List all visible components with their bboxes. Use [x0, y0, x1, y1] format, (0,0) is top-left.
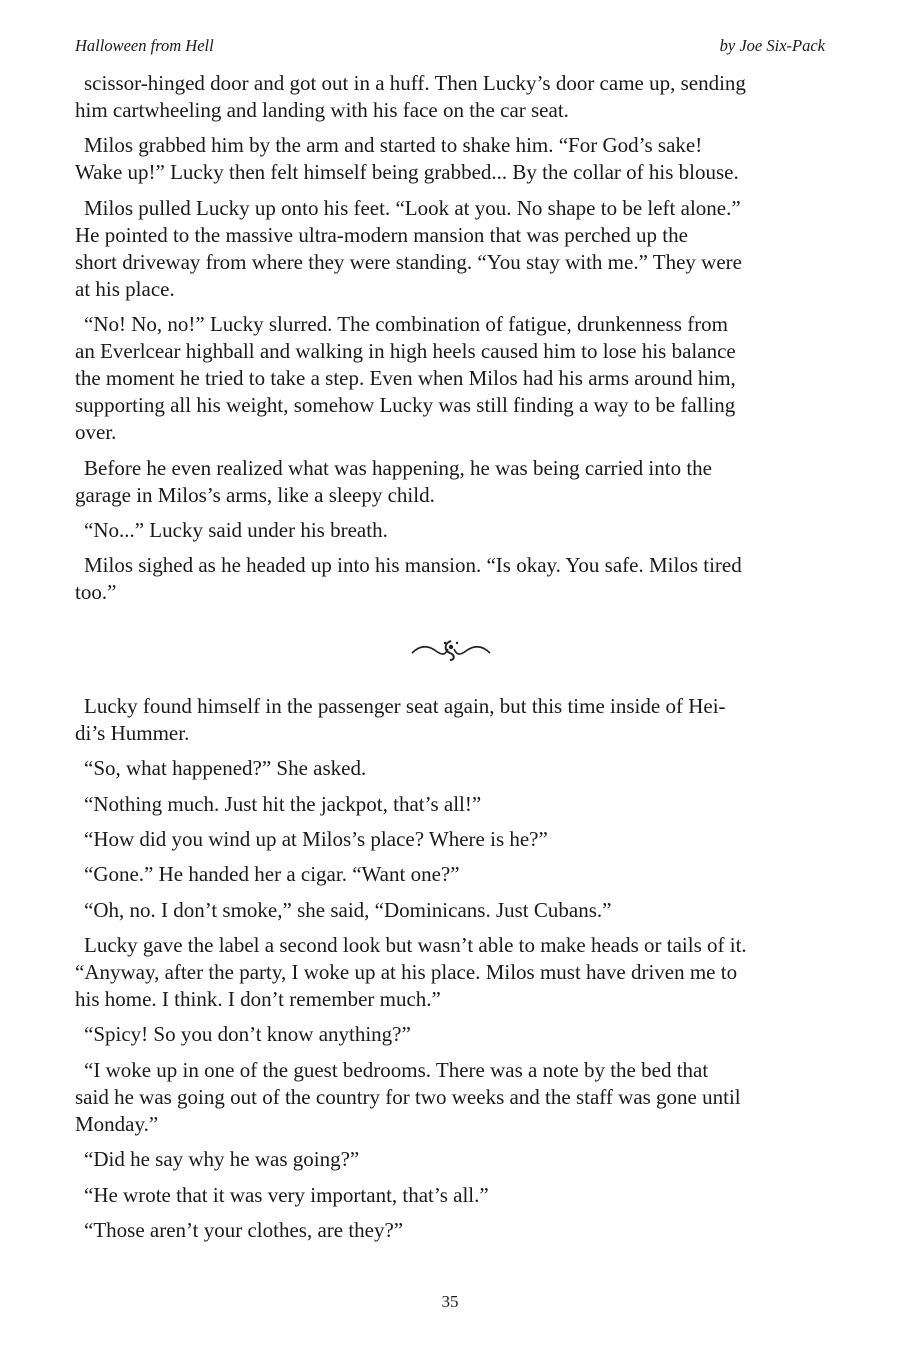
paragraph: “So, what happened?” She asked.	[84, 756, 367, 781]
paragraph: “Those aren’t your clothes, are they?”	[84, 1218, 404, 1243]
running-header	[75, 36, 825, 58]
paragraph: “Gone.” He handed her a cigar. “Want one?”	[84, 862, 460, 887]
paragraph: Milos pulled Lucky up onto his feet. “Look at you. No shape to be left alone.” He pointed to the massive ultra-modern mansion that was perched up the short driveway from where they were standing. “You stay with me.” They were at his place.	[75, 195, 742, 301]
paragraph: “Nothing much. Just hit the jackpot, that’s all!”	[84, 791, 482, 816]
book-title: Halloween from Hell	[75, 36, 214, 55]
paragraph: “No! No, no!” Lucky slurred. The combination of fatigue, drunkenness from an Everlcear highball and walking in high heels caused him to lose his balance the moment he tried to take a step. Even when Milos had his arms around him, supporting all his weight, somehow Lucky was still finding a way to be falling over.	[75, 312, 736, 445]
paragraph: “He wrote that it was very important, that’s all.”	[84, 1182, 489, 1207]
paragraph: Milos sighed as he headed up into his mansion. “Is okay. You safe. Milos tired too.”	[75, 553, 742, 605]
paragraph: “Oh, no. I don’t smoke,” she said, “Dominicans. Just Cubans.”	[84, 897, 612, 922]
fleuron-divider-icon	[408, 637, 494, 663]
section-break	[75, 615, 827, 685]
paragraph: “How did you wind up at Milos’s place? Where is he?”	[84, 826, 548, 851]
paragraph: “Did he say why he was going?”	[84, 1147, 360, 1172]
author-name: by Joe Six-Pack	[719, 36, 825, 55]
paragraph: “No...” Lucky said under his breath.	[84, 517, 388, 542]
paragraph: Before he even realized what was happening, he was being carried into the garage in Milos’s arms, like a sleepy child.	[75, 455, 712, 507]
paragraph: Lucky gave the label a second look but wasn’t able to make heads or tails of it. “Anyway, after the party, I woke up at his place. Milos must have driven me to his home. I think. I don’t remember much.”	[75, 933, 747, 1012]
paragraph: “I woke up in one of the guest bedrooms. There was a note by the bed that said he was going out of the country for two weeks and the staff was gone until Monday.”	[75, 1057, 741, 1136]
section-two	[75, 693, 827, 1244]
section-one	[75, 70, 827, 606]
paragraph: scissor-hinged door and got out in a huff. Then Lucky’s door came up, sending him cartwheeling and landing with his face on the car seat.	[75, 71, 746, 122]
paragraph: Lucky found himself in the passenger seat again, but this time inside of Hei- di’s Hummer.	[75, 693, 726, 745]
paragraph: “Spicy! So you don’t know anything?”	[84, 1022, 411, 1047]
page-body	[75, 70, 827, 1252]
page-number: 35	[441, 1292, 459, 1311]
paragraph: Milos grabbed him by the arm and started to shake him. “For God’s sake! Wake up!” Lucky then felt himself being grabbed... By the collar of his blouse.	[75, 133, 739, 185]
